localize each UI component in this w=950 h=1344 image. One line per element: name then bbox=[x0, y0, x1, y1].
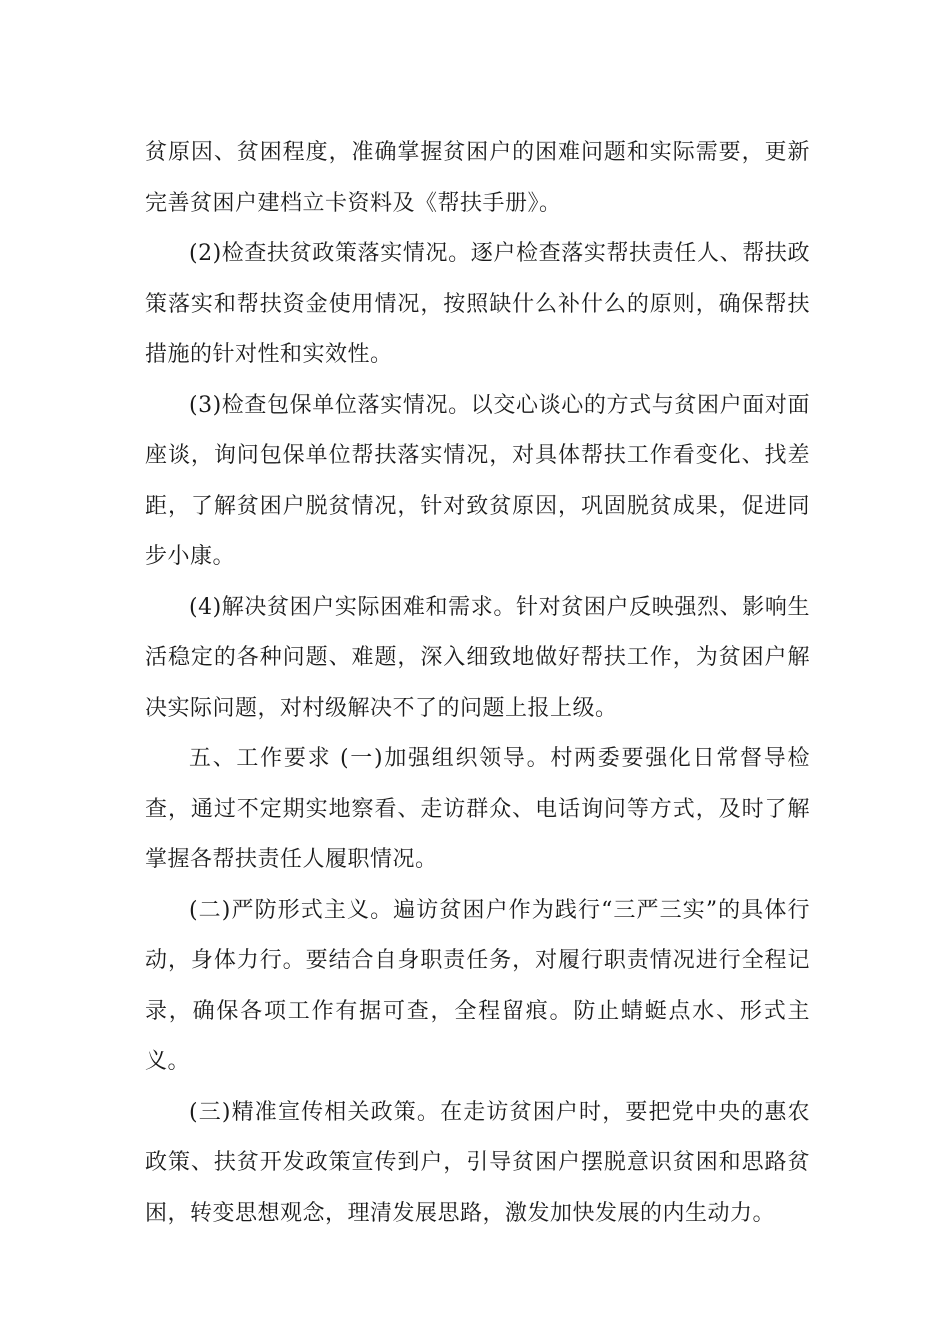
paragraph-2: (2)检查扶贫政策落实情况。逐户检查落实帮扶责任人、帮扶政策落实和帮扶资金使用情况，按照缺什么补什么的原则，确保帮扶措施的针对性和实效性。 bbox=[145, 241, 810, 367]
paragraph-6: (二)严防形式主义。遍访贫困户作为践行“三严三实”的具体行动，身体力行。要结合自身职责任务，对履行职责情况进行全程记录，确保各项工作有据可查，全程留痕。防止蜻蜓点水、形式主义。 bbox=[145, 897, 810, 1074]
paragraph-7: (三)精准宣传相关政策。在走访贫困户时，要把党中央的惠农政策、扶贫开发政策宣传到户，引导贫困户摆脱意识贫困和思路贫困，转变思想观念，理清发展思路，激发加快发展的内生动力。 bbox=[145, 1099, 810, 1226]
paragraph-1: 贫原因、贫困程度，准确掌握贫困户的困难问题和实际需要，更新完善贫困户建档立卡资料及《帮扶手册》。 bbox=[145, 140, 810, 216]
document-body bbox=[145, 128, 810, 1239]
paragraph-5: 五、工作要求 (一)加强组织领导。村两委要强化日常督导检查，通过不定期实地察看、走访群众、电话询问等方式，及时了解掌握各帮扶责任人履职情况。 bbox=[145, 746, 810, 872]
paragraph-3: (3)检查包保单位落实情况。以交心谈心的方式与贫困户面对面座谈，询问包保单位帮扶落实情况，对具体帮扶工作看变化、找差距，了解贫困户脱贫情况，针对致贫原因，巩固脱贫成果，促进同步小康。 bbox=[145, 392, 810, 569]
paragraph-4: (4)解决贫困户实际困难和需求。针对贫困户反映强烈、影响生活稳定的各种问题、难题，深入细致地做好帮扶工作，为贫困户解决实际问题，对村级解决不了的问题上报上级。 bbox=[145, 594, 810, 721]
